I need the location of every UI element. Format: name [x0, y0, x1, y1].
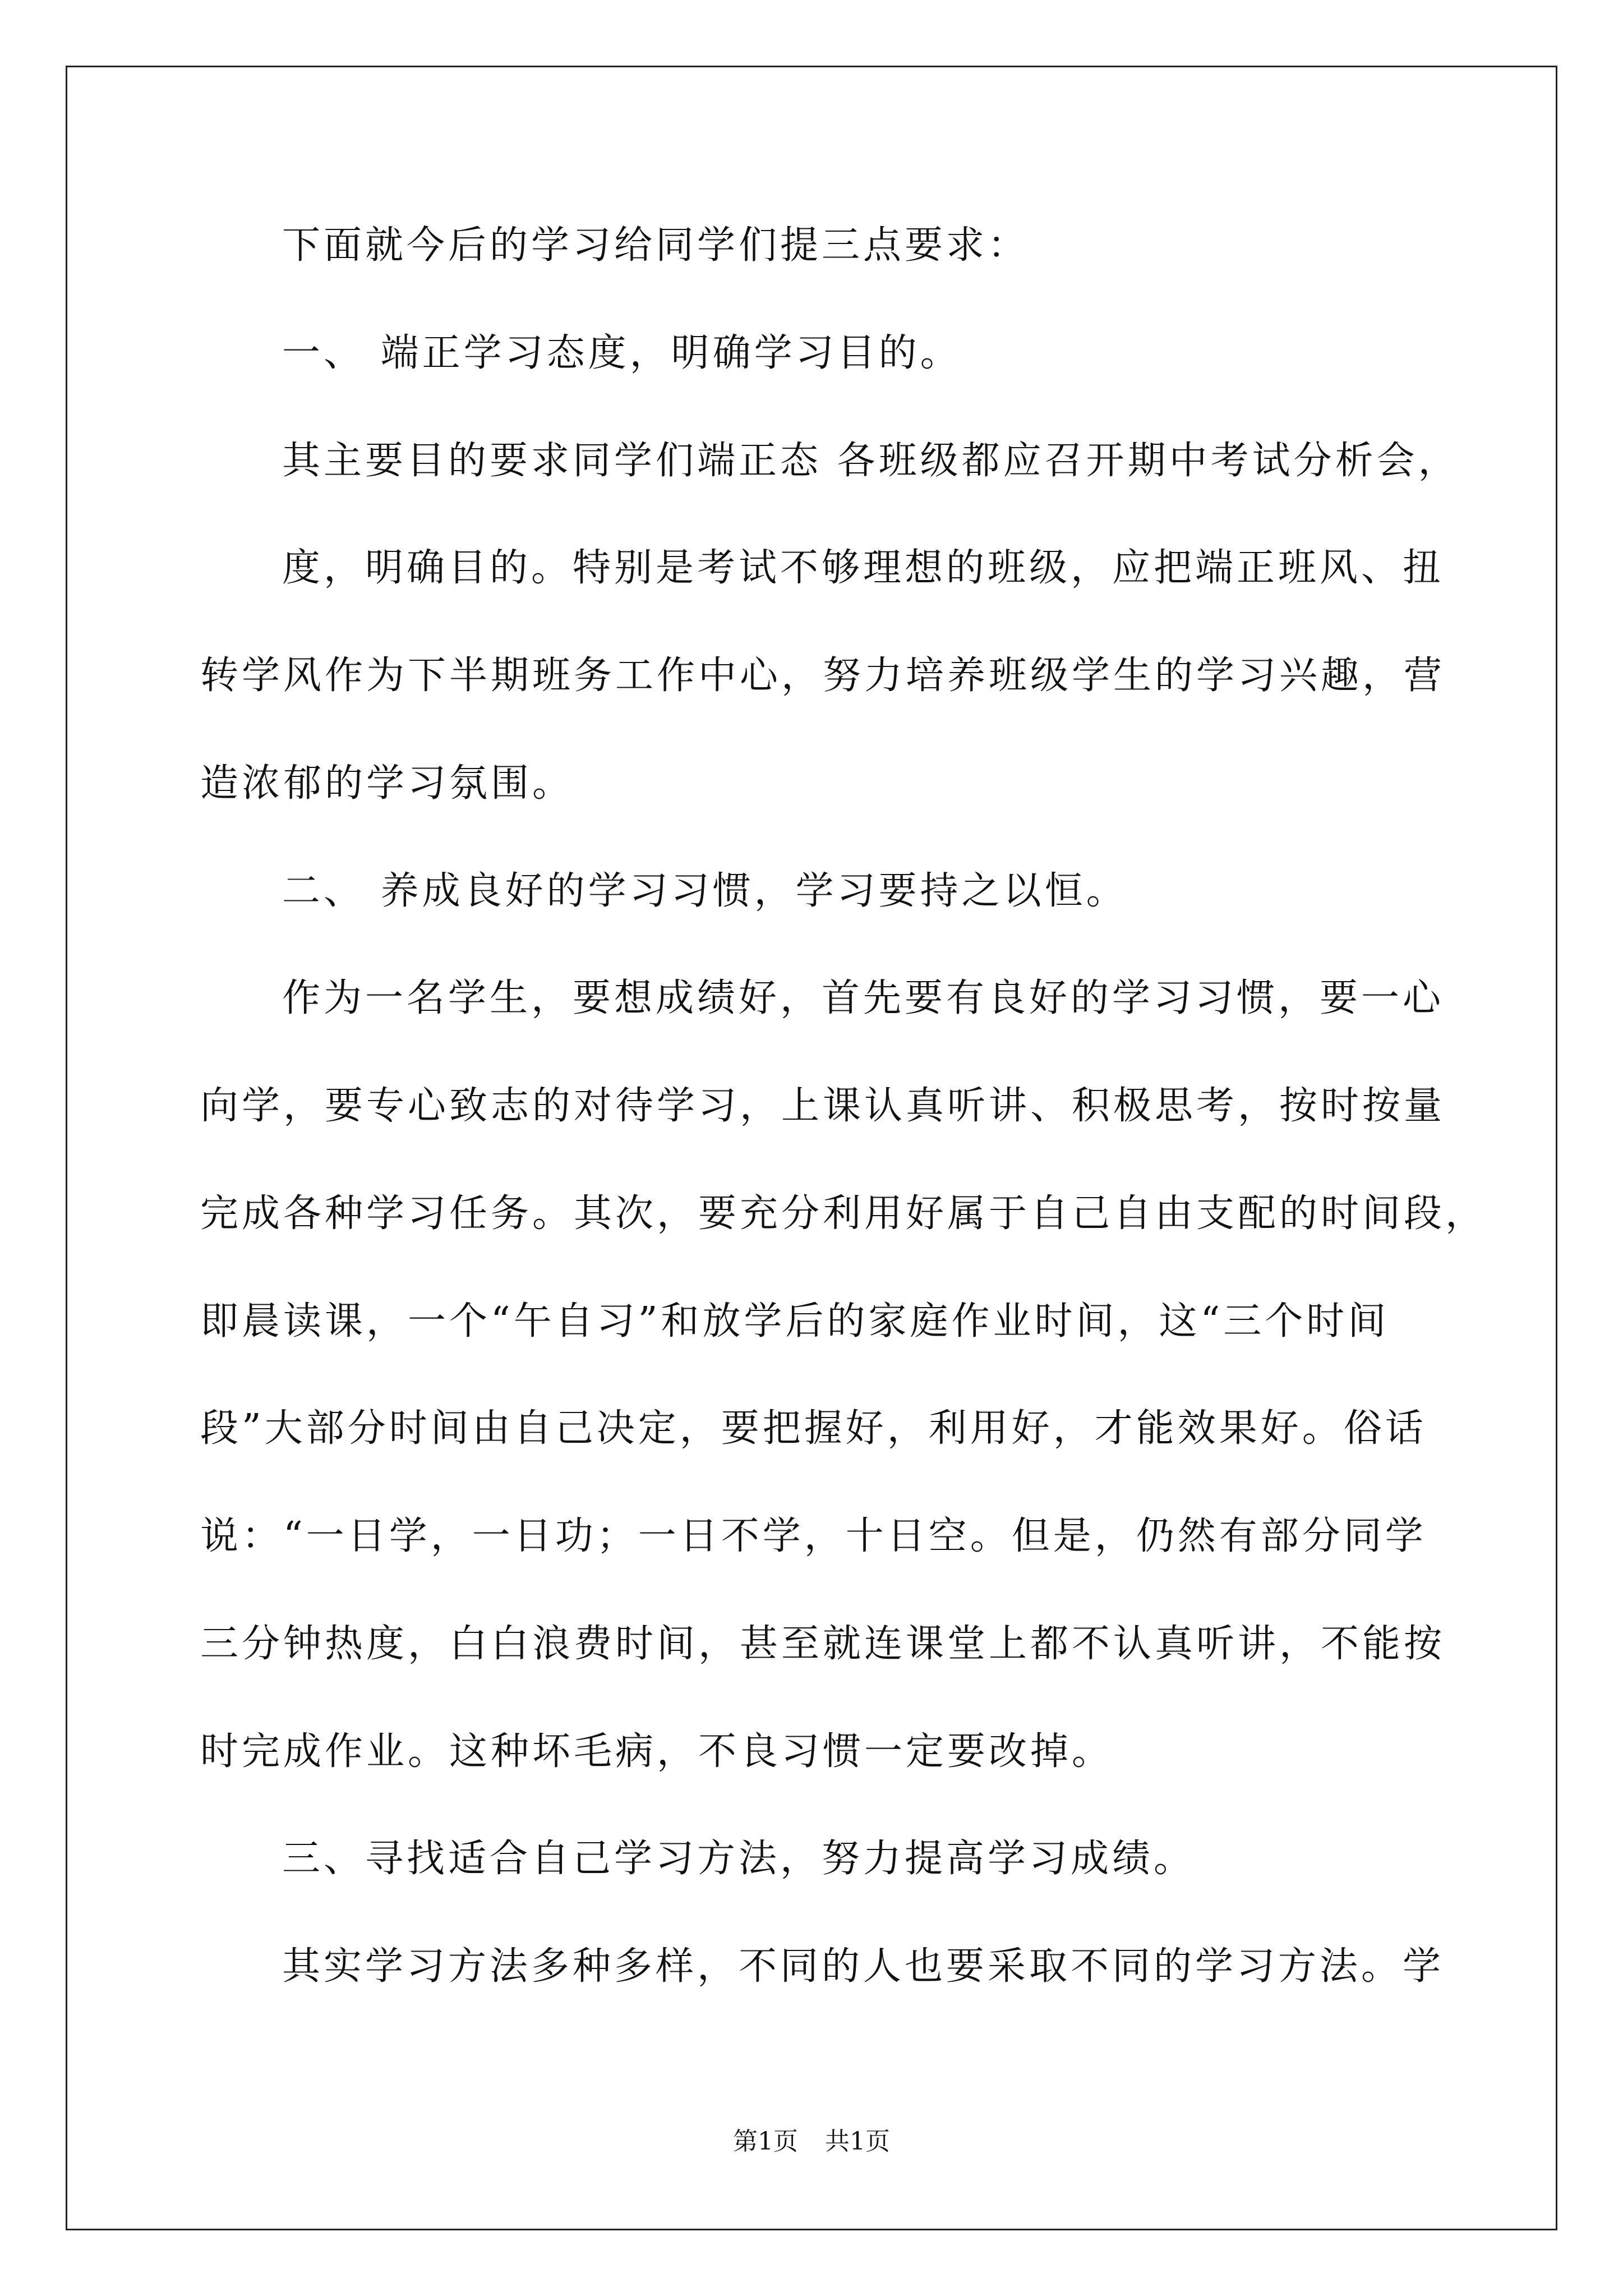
page-number: 第1页 [733, 2127, 798, 2156]
page-frame [66, 66, 1557, 2230]
text-line-8: 作为一名学生，要想成绩好，首先要有良好的学习习惯，要一心 [282, 976, 1445, 1020]
text-line-4: 度，明确目的。特别是考试不够理想的班级，应把端正班风、扭 [282, 546, 1445, 590]
text-line-1: 下面就今后的学习给同学们提三点要求： [282, 223, 1030, 268]
text-line-10: 完成各种学习任务。其次，要充分利用好属于自己自由支配的时间段， [200, 1191, 1487, 1236]
text-line-14: 三分钟热度，白白浪费时间，甚至就连课堂上都不认真听讲，不能按 [200, 1622, 1446, 1666]
text-line-9: 向学，要专心致志的对待学习，上课认真听讲、积极思考，按时按量 [200, 1084, 1446, 1128]
page-footer [0, 2125, 1623, 2159]
text-line-12: 段”大部分时间由自己决定，要把握好，利用好，才能效果好。俗话 [200, 1406, 1427, 1451]
section-heading-1: 一、 端正学习态度，明确学习目的。 [282, 331, 962, 375]
text-line-13: 说：“一日学，一日功；一日不学，十日空。但是，仍然有部分同学 [200, 1514, 1427, 1558]
text-line-17: 其实学习方法多种多样，不同的人也要采取不同的学习方法。学 [282, 1944, 1445, 1989]
text-line-5: 转学风作为下半期班务工作中心，努力培养班级学生的学习兴趣，营 [200, 654, 1446, 698]
section-heading-3: 三、寻找适合自己学习方法，努力提高学习成绩。 [282, 1837, 1196, 1881]
page-total: 共1页 [825, 2127, 890, 2156]
text-line-15: 时完成作业。这种坏毛病，不良习惯一定要改掉。 [200, 1729, 1114, 1774]
section-heading-2: 二、 养成良好的学习习惯，学习要持之以恒。 [282, 869, 1128, 913]
text-line-3: 其主要目的要求同学们端正态 各班级都应召开期中考试分析会， [282, 439, 1460, 483]
text-line-6: 造浓郁的学习氛围。 [200, 761, 574, 806]
text-line-11: 即晨读课，一个“午自习”和放学后的家庭作业时间，这“三个时间 [200, 1299, 1390, 1343]
